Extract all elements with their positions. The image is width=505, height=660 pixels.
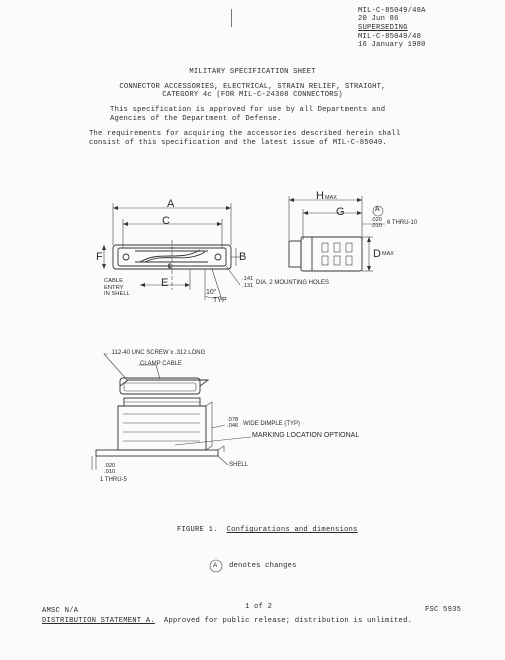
mounting-hole-note: DIA. 2 MOUNTING HOLES (256, 280, 330, 286)
marking-note: MARKING LOCATION OPTIONAL (252, 432, 360, 439)
change-marker: A (375, 206, 380, 213)
amsc-label: AMSC N/A (42, 607, 79, 615)
subtitle-line-1: CONNECTOR ACCESSORIES, ELECTRICAL, STRAIN RELIEF, STRAIGHT, (119, 83, 386, 91)
clamp-note: CLAMP CABLE (140, 361, 182, 367)
mounting-hole-tolerance: .141 .131 (242, 276, 254, 289)
dimple-note: WIDE DIMPLE (TYP) (243, 421, 301, 427)
approval-line-2: Agencies of the Department of Defense. (110, 115, 282, 123)
superseding-label: SUPERSEDING (358, 24, 408, 32)
requirements-line-2: consist of this specification and the latest issue of MIL-C-85049. (89, 139, 387, 147)
legend-marker: A (213, 562, 218, 569)
bottom-tolerance-note: 1 THRU-5 (100, 477, 127, 483)
side-tolerance-note: 6 THRU-10 (387, 220, 418, 226)
dim-d-label: D (373, 248, 381, 260)
document-number: MIL-C-85049/48A (358, 7, 426, 15)
document-date: 20 Jun 86 (358, 15, 399, 23)
side-tolerance: .020 .010 (371, 217, 382, 229)
bottom-tolerance: .020 .010 (104, 463, 116, 476)
figure-caption: FIGURE 1. Configurations and dimensions (177, 526, 358, 534)
dim-f-label: F (96, 251, 103, 263)
superseded-number: MIL-C-85049/48 (358, 33, 422, 41)
dim-c-label: C (162, 215, 170, 227)
dim-e-label: E (161, 277, 169, 289)
legend-text: denotes changes (229, 562, 297, 570)
dim-h-label: H (316, 190, 324, 202)
cable-entry-note: CABLE ENTRY IN SHELL (104, 278, 130, 297)
page-title: MILITARY SPECIFICATION SHEET (189, 68, 316, 76)
dim-b-label: B (239, 251, 247, 263)
dim-d-max: MAX (382, 251, 394, 257)
fsc-label: FSC 5935 (425, 606, 462, 614)
clamp-assembly-view (92, 354, 251, 470)
dim-a-label: A (167, 198, 175, 210)
dim-g-label: G (336, 206, 345, 218)
requirements-line-1: The requirements for acquiring the accessories described herein shall (89, 130, 401, 138)
subtitle-line-2: CATEGORY 4c (FOR MIL-C-24308 CONNECTORS) (162, 91, 343, 99)
approval-line-1: This specification is approved for use by all Departments and (110, 106, 386, 114)
shell-note: SHELL (229, 462, 249, 468)
centerline-symbol: ℄ (168, 262, 174, 271)
superseded-date: 16 January 1980 (358, 41, 426, 49)
dimple-tolerance: .078 .046 (227, 417, 239, 430)
screw-note: .112-40 UNC SCREW x .312 LONG (110, 350, 206, 356)
page-number: 1 of 2 (245, 603, 273, 611)
angle-typ-label: TYP (213, 297, 227, 304)
dim-h-max: MAX (325, 195, 337, 201)
distribution-statement: DISTRIBUTION STATEMENT A. Approved for public release; distribution is unlimited. (42, 617, 413, 625)
angle-label: 10° (206, 289, 217, 296)
